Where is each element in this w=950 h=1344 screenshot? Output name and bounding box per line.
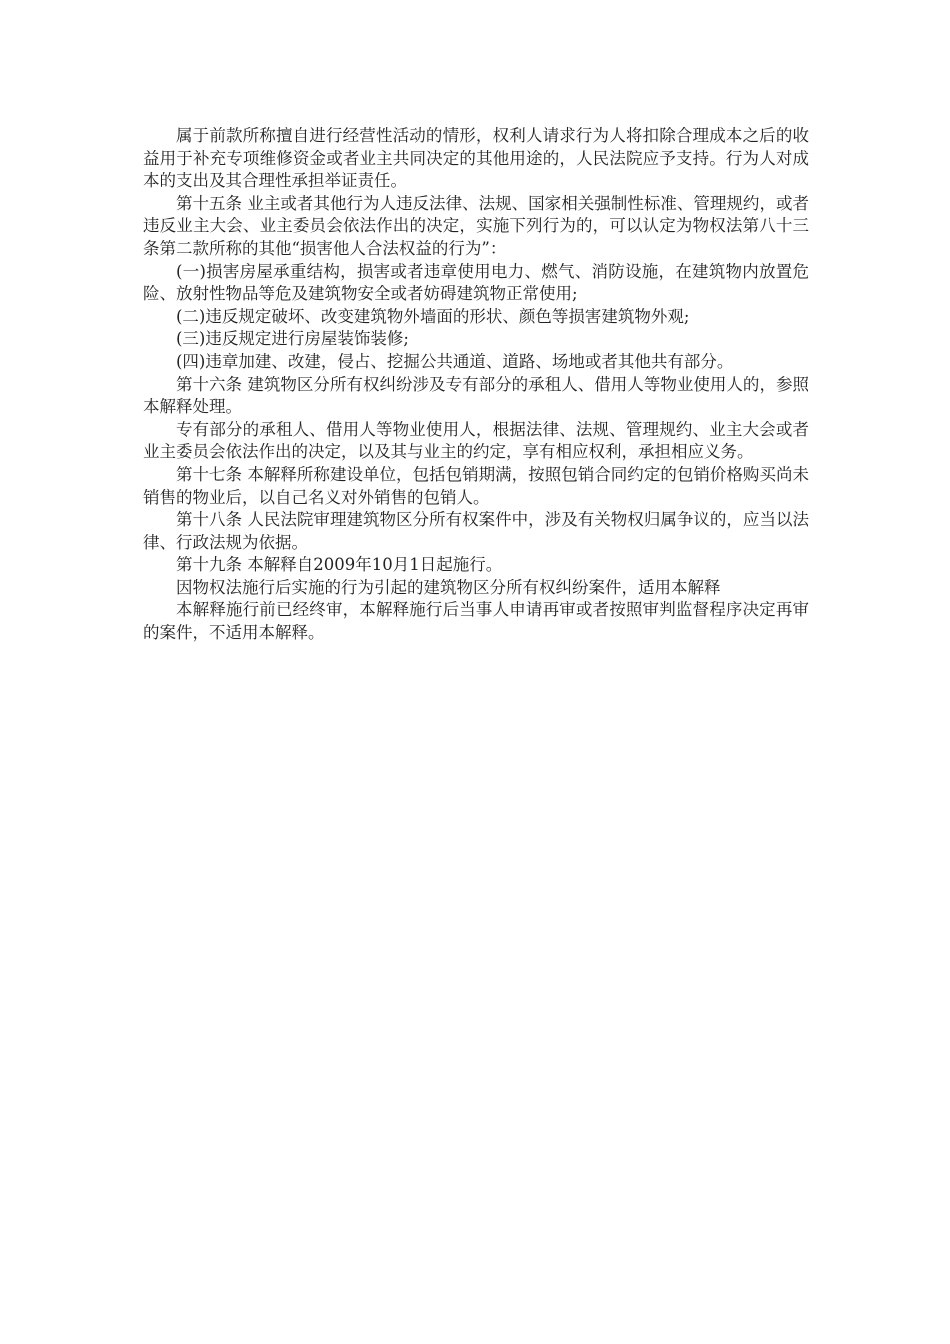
- paragraph-item-4: (四)违章加建、改建，侵占、挖掘公共通道、道路、场地或者其他共有部分。: [176, 351, 734, 371]
- paragraph-item-2: (二)违反规定破坏、改变建筑物外墙面的形状、颜色等损害建筑物外观;: [176, 306, 690, 326]
- paragraph-applicability: 因物权法施行后实施的行为引起的建筑物区分所有权纠纷案件，适用本解释: [176, 577, 721, 597]
- paragraph-article-17: 第十七条 本解释所称建设单位，包括包销期满，按照包销合同约定的包销价格购买尚未销售的物业后，以自己名义对外销售的包销人。: [143, 464, 809, 507]
- paragraph-article-16: 第十六条 建筑物区分所有权纠纷涉及专有部分的承租人、借用人等物业使用人的，参照本解释处理。: [143, 374, 809, 417]
- paragraph-article-18: 第十八条 人民法院审理建筑物区分所有权案件中，涉及有关物权归属争议的，应当以法律、行政法规为依据。: [143, 510, 809, 552]
- paragraph-item-1: (一)损害房屋承重结构，损害或者违章使用电力、燃气、消防设施，在建筑物内放置危险、放射性物品等危及建筑物安全或者妨碍建筑物正常使用;: [143, 261, 809, 304]
- paragraph-article-19: 第十九条 本解释自2009年10月1日起施行。: [176, 555, 503, 575]
- paragraph-item-3: (三)违反规定进行房屋装饰装修;: [176, 329, 409, 349]
- paragraph-article-15: 第十五条 业主或者其他行为人违反法律、法规、国家相关强制性标准、管理规约，或者违反业主大会、业主委员会依法作出的决定，实施下列行为的，可以认定为物权法第八十三条第二款所称的其他“损害他人合法权益的行为”：: [143, 193, 809, 258]
- paragraph-cost-burden: 属于前款所称擅自进行经营性活动的情形，权利人请求行为人将扣除合理成本之后的收益用于补充专项维修资金或者业主共同决定的其他用途的，人民法院应予支持。行为人对成本的支出及其合理性承担举证责任。: [143, 126, 809, 191]
- paragraph-retrial-exclusion: 本解释施行前已经终审，本解释施行后当事人申请再审或者按照审判监督程序决定再审的案件，不适用本解释。: [143, 600, 809, 643]
- paragraph-tenant-rights: 专有部分的承租人、借用人等物业使用人，根据法律、法规、管理规约、业主大会或者业主委员会依法作出的决定，以及其与业主的约定，享有相应权利，承担相应义务。: [143, 419, 809, 462]
- document-body: [143, 125, 809, 645]
